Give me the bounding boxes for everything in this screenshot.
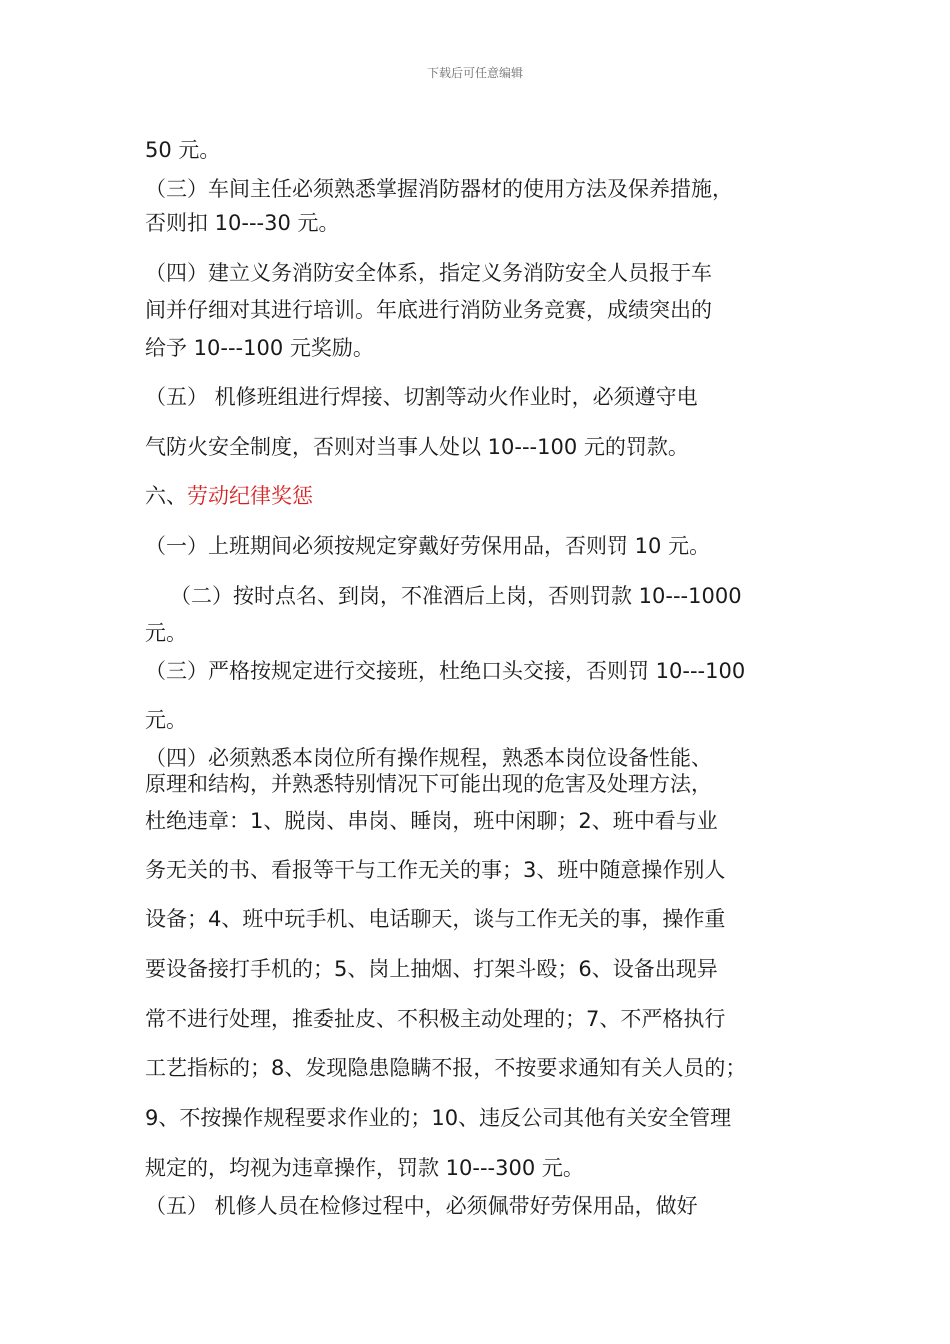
body-line: 元。 (145, 621, 187, 645)
body-line: 间并仔细对其进行培训。年底进行消防业务竞赛，成绩突出的 (145, 298, 712, 322)
body-line: 给予 10---100 元奖励。 (145, 336, 374, 360)
body-line: 9、不按操作规程要求作业的；10、违反公司其他有关安全管理 (145, 1106, 732, 1130)
page-header: 下载后可任意编辑 (426, 66, 523, 80)
body-line: （三）车间主任必须熟悉掌握消防器材的使用方法及保养措施， (145, 177, 733, 201)
body-line: 气防火安全制度，否则对当事人处以 10---100 元的罚款。 (145, 435, 689, 459)
body-line: 工艺指标的；8、发现隐患隐瞒不报，不按要求通知有关人员的； (145, 1056, 747, 1080)
body-line: （一）上班期间必须按规定穿戴好劳保用品，否则罚 10 元。 (145, 534, 711, 558)
body-line: （二）按时点名、到岗，不准酒后上岗，否则罚款 10---1000 (170, 584, 742, 608)
section-title: 劳动纪律奖惩 (187, 484, 313, 508)
body-line: 元。 (145, 708, 187, 732)
body-line: 常不进行处理，推委扯皮、不积极主动处理的；7、不严格执行 (145, 1007, 726, 1031)
body-line: 设备；4、班中玩手机、电话聊天，谈与工作无关的事，操作重 (145, 907, 726, 931)
body-line: （三）严格按规定进行交接班，杜绝口头交接，否则罚 10---100 (145, 659, 746, 683)
body-line: 否则扣 10---30 元。 (145, 211, 340, 235)
body-line: 50 元。 (145, 138, 221, 162)
body-line: （四）必须熟悉本岗位所有操作规程，熟悉本岗位设备性能、 (145, 746, 712, 770)
body-line: 务无关的书、看报等干与工作无关的事；3、班中随意操作别人 (145, 858, 726, 882)
section-number: 六、 (145, 484, 187, 508)
body-line: （四）建立义务消防安全体系，指定义务消防安全人员报于车 (145, 261, 712, 285)
body-line: 要设备接打手机的；5、岗上抽烟、打架斗殴；6、设备出现异 (145, 957, 718, 981)
section-heading (145, 483, 313, 509)
body-line: 杜绝违章：1、脱岗、串岗、睡岗，班中闲聊；2、班中看与业 (145, 809, 718, 833)
body-line: 原理和结构，并熟悉特别情况下可能出现的危害及处理方法， (145, 772, 712, 796)
body-line: 规定的，均视为违章操作，罚款 10---300 元。 (145, 1156, 584, 1180)
body-line: （五） 机修人员在检修过程中，必须佩带好劳保用品，做好 (145, 1194, 698, 1218)
body-line: （五） 机修班组进行焊接、切割等动火作业时，必须遵守电 (145, 385, 698, 409)
